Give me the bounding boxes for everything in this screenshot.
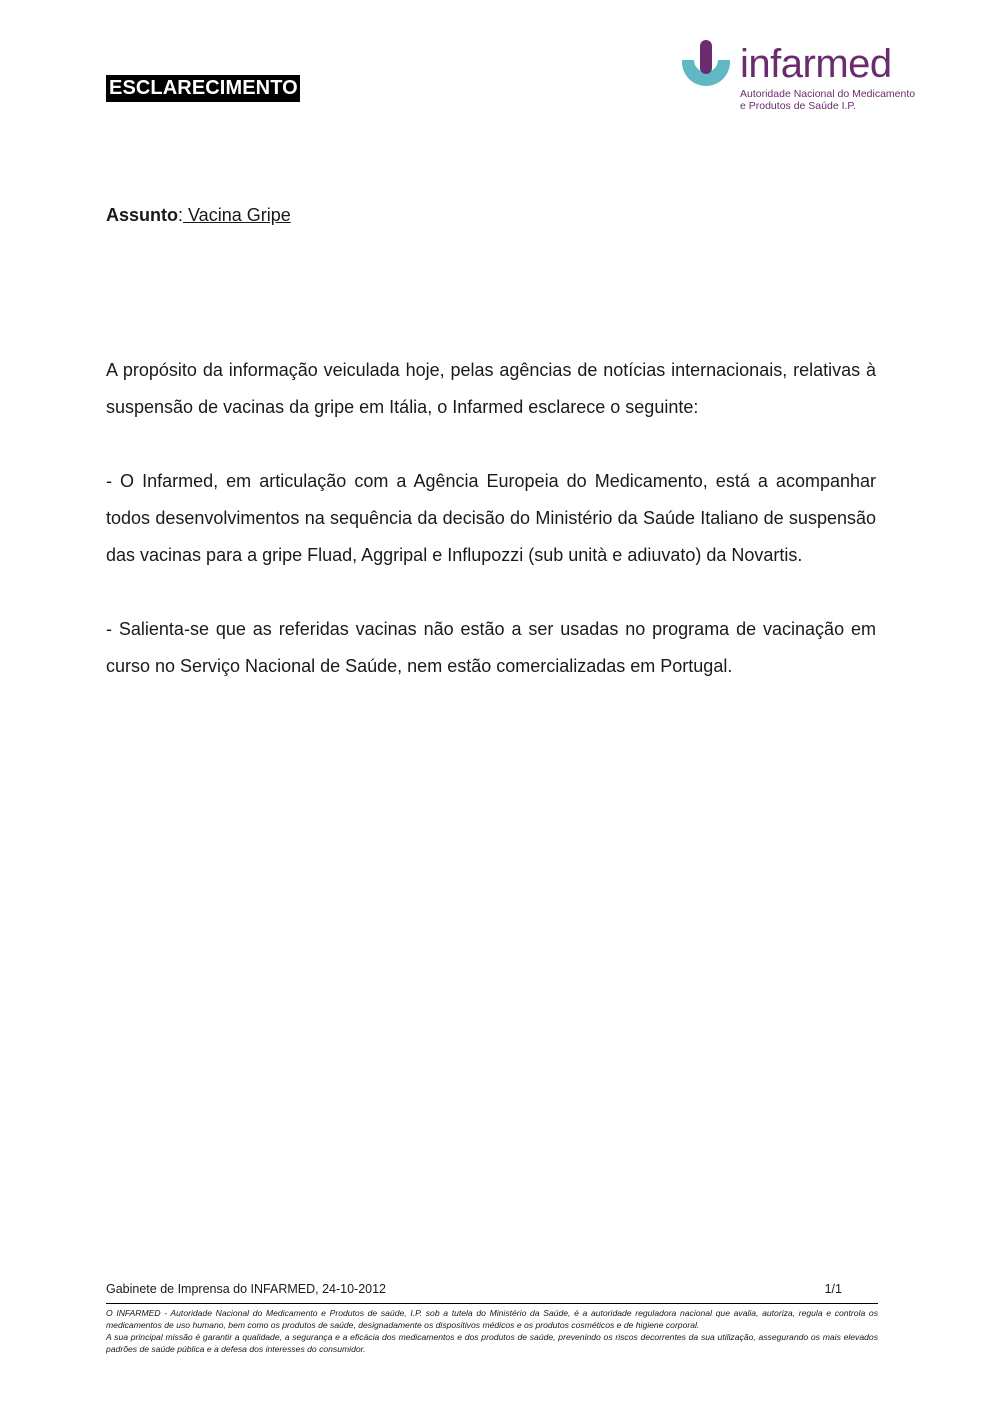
document-type-label: ESCLARECIMENTO <box>106 75 300 102</box>
footer-office: Gabinete de Imprensa do INFARMED, 24-10-2012 <box>106 1282 387 1296</box>
logo-wordmark: infarmed <box>740 42 892 86</box>
infarmed-logo <box>678 38 916 116</box>
subject-value: Vacina Gripe <box>183 205 291 225</box>
footer-info <box>106 1281 842 1297</box>
subject-line <box>106 203 291 227</box>
footer-note-mission: A sua principal missão é garantir a qualidade, a segurança e a eficácia dos medicamentos e dos produtos de saúde, prevenindo os riscos decorrentes da sua utilização, assegurando os mais elevados padrões de saúde pública e a defesa dos interesses do consumidor. <box>106 1332 878 1354</box>
body-paragraph-not-used: - Salienta-se que as referidas vacinas não estão a ser usadas no programa de vacinação em curso no Serviço Nacional de Saúde, nem estão comercializadas em Portugal. <box>106 619 876 676</box>
logo-subtitle <box>740 88 916 112</box>
footer-note <box>106 1307 878 1355</box>
infarmed-logo-icon <box>678 38 738 98</box>
logo-subtitle-line-2: e Produtos de Saúde I.P. <box>740 100 856 112</box>
body-paragraph-monitoring: - O Infarmed, em articulação com a Agência Europeia do Medicamento, está a acompanhar todos desenvolvimentos na sequência da decisão do Ministério da Saúde Italiano de suspensão das vacinas para a gripe Fluad, Aggripal e Influpozzi (sub unità e adiuvato) da Novartis. <box>106 471 876 565</box>
subject-label: Assunto <box>106 205 178 225</box>
body-paragraph-intro: A propósito da informação veiculada hoje, pelas agências de notícias internacionais, relativas à suspensão de vacinas da gripe em Itália, o Infarmed esclarece o seguinte: <box>106 360 876 417</box>
subject-separator: : <box>178 205 184 225</box>
body-text <box>106 352 876 722</box>
footer-divider <box>106 1303 878 1304</box>
page-number: 1/1 <box>824 1282 842 1296</box>
logo-subtitle-line-1: Autoridade Nacional do Medicamento <box>740 88 916 100</box>
footer-note-mandate: O INFARMED - Autoridade Nacional do Medicamento e Produtos de saúde, I.P. sob a tutela do Ministério da Saúde, é a autoridade reguladora nacional que avalia, autoriza, regula e controla os medicamentos de uso humano, bem como os produtos de saúde, designadamente os dispositivos médicos e os produtos cosméticos e de higiene corporal. <box>106 1308 878 1330</box>
